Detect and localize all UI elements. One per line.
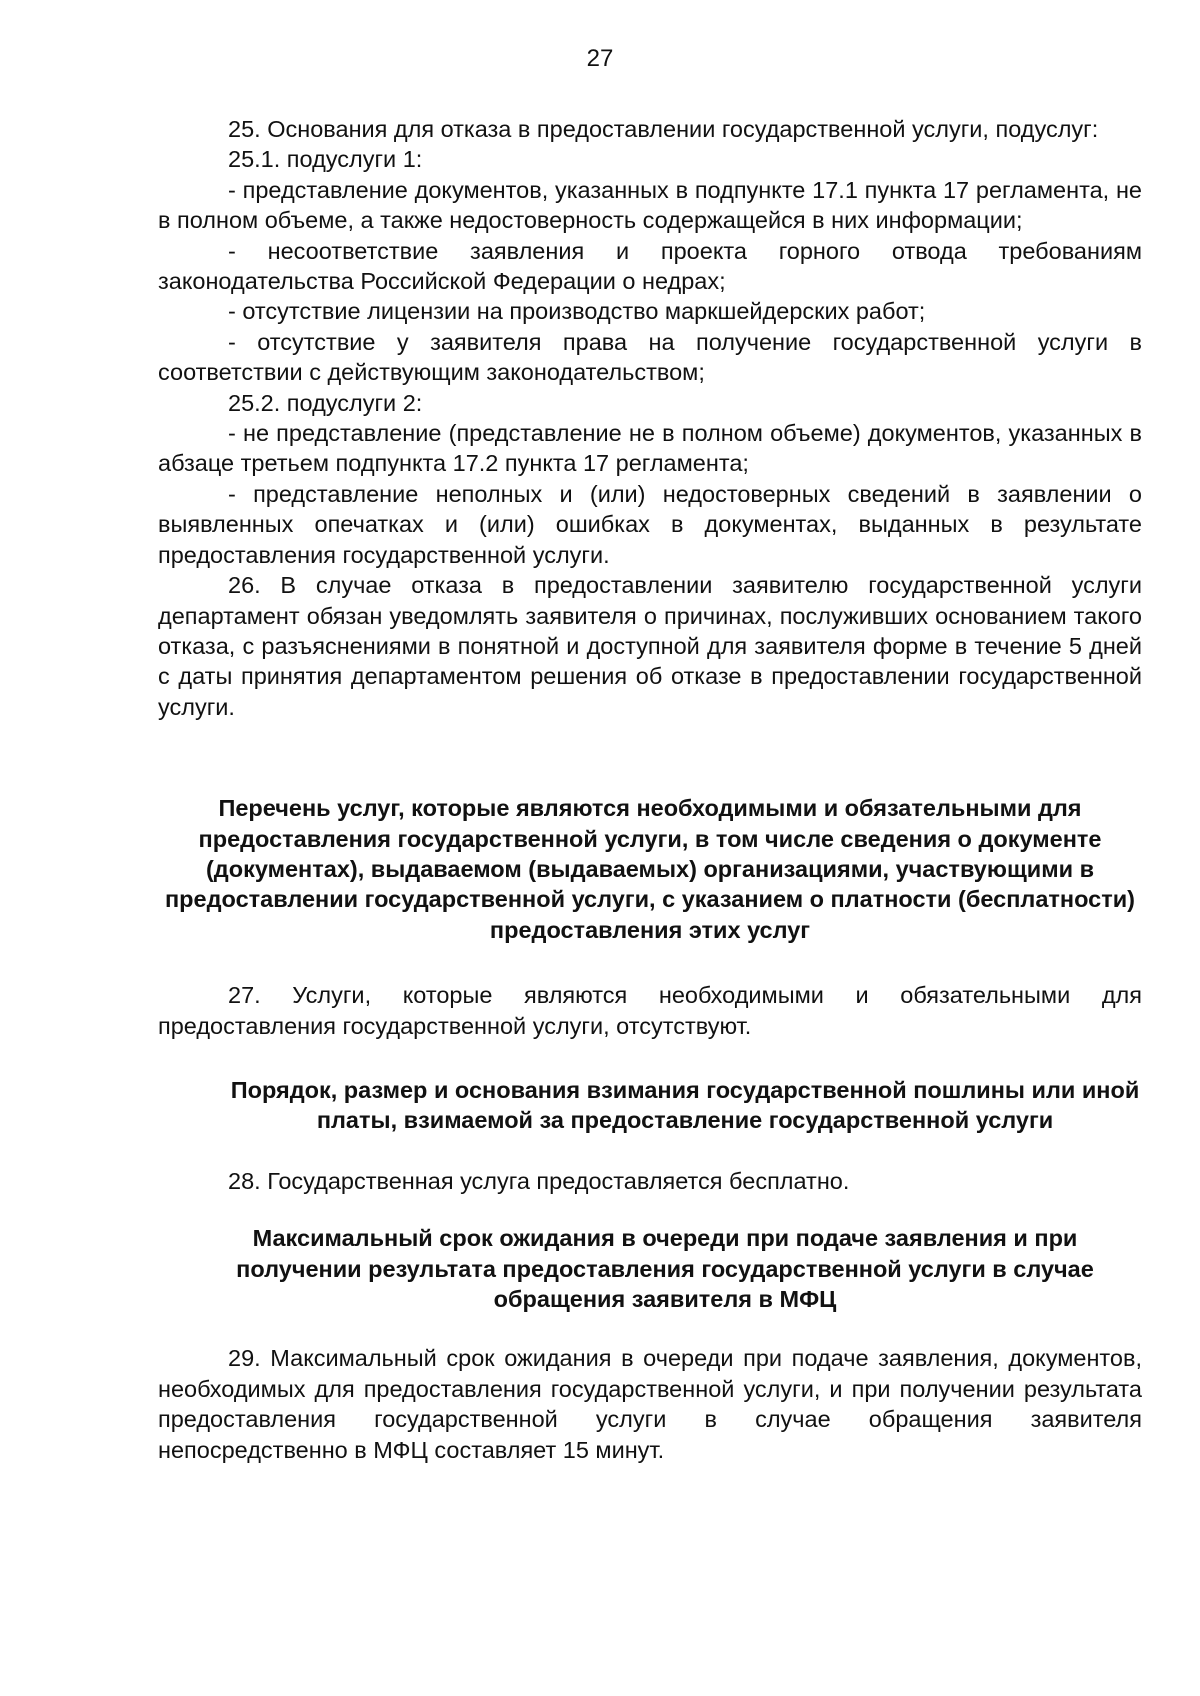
paragraph-25-2-title: 25.2. подуслуги 2: — [228, 389, 423, 416]
document-body — [158, 114, 1142, 1465]
list-item: - представление документов, указанных в подпункте 17.1 пункта 17 регламента, не в полном объеме, а также недостоверность содержащейся в них информации; — [158, 176, 1142, 234]
paragraph-28: 28. Государственная услуга предоставляется бесплатно. — [228, 1167, 850, 1194]
section-heading-waiting-time: Максимальный срок ожидания в очереди при подаче заявления и при получении результата предоставления государственной услуги в случае обращения заявителя в МФЦ — [236, 1225, 1094, 1312]
paragraph-25-1-title: 25.1. подуслуги 1: — [228, 146, 423, 173]
paragraph-29: 29. Максимальный срок ожидания в очереди при подаче заявления, документов, необходимых для предоставления государственной услуги, и при получении результата предоставления государственной услуги в случае обращения заявителя непосредственно в МФЦ составляет 15 минут. — [158, 1345, 1142, 1463]
list-item: - несоответствие заявления и проекта горного отвода требованиям законодательства Российской Федерации о недрах; — [158, 237, 1142, 295]
paragraph-26: 26. В случае отказа в предоставлении заявителю государственной услуги департамент обязан уведомлять заявителя о причинах, послуживших основанием такого отказа, с разъяснениями в понятной и доступной для заявителя форме в течение 5 дней с даты принятия департаментом решения об отказе в предоставлении государственной услуги. — [158, 572, 1142, 720]
list-item: - отсутствие лицензии на производство маркшейдерских работ; — [228, 298, 926, 325]
section-heading-required-services: Перечень услуг, которые являются необходимыми и обязательными для предоставления государственной услуги, в том числе сведения о документе (документах), выдаваемом (выдаваемых) организациями, участвующими в предоставлении государственной услуги, с указанием о платности (бесплатности) предоставления этих услуг — [164, 795, 1135, 943]
list-item: - отсутствие у заявителя права на получение государственной услуги в соответствии с действующим законодательством; — [158, 328, 1142, 386]
list-item: - не представление (представление не в полном объеме) документов, указанных в абзаце третьем подпункта 17.2 пункта 17 регламента; — [158, 420, 1142, 477]
paragraph-25-intro: 25. Основания для отказа в предоставлении государственной услуги, подуслуг: — [228, 116, 1099, 142]
page-number: 27 — [586, 45, 614, 72]
list-item: - представление неполных и (или) недостоверных сведений в заявлении о выявленных опечатках и (или) ошибках в документах, выданных в результате предоставления государственной услуги. — [158, 480, 1142, 568]
paragraph-27: 27. Услуги, которые являются необходимыми и обязательными для предоставления государственной услуги, отсутствуют. — [158, 982, 1142, 1039]
section-heading-state-fee: Порядок, размер и основания взимания государственной пошлины или иной платы, взимаемой за предоставление государственной услуги — [230, 1076, 1140, 1134]
